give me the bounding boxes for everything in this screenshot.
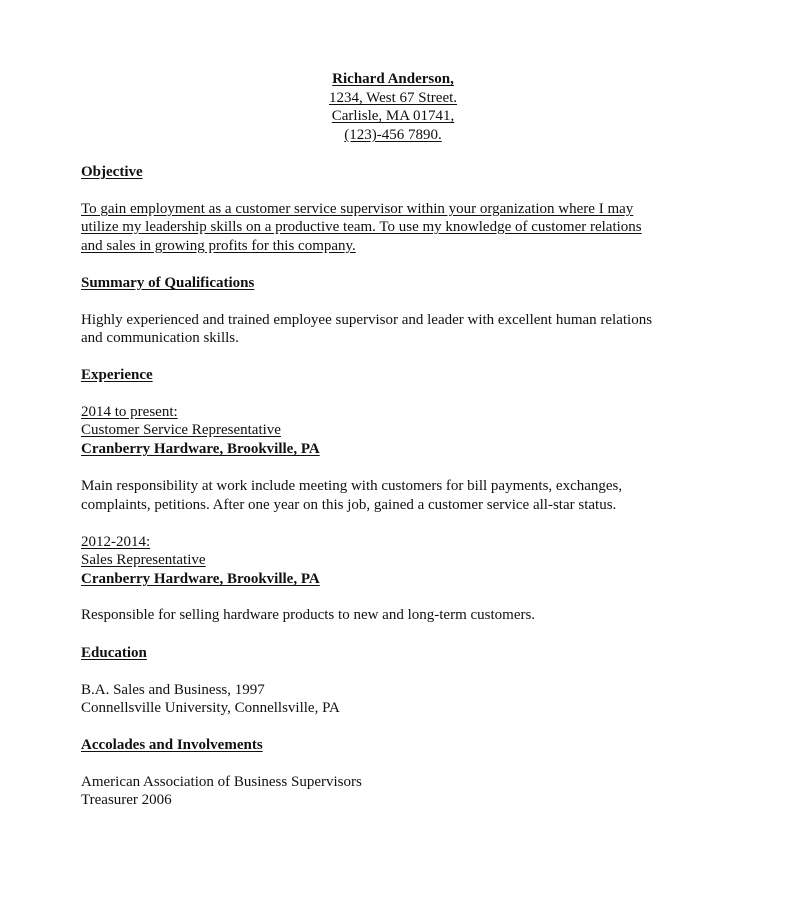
job-2-line-1: Responsible for selling hardware products to new and long-term customers.: [81, 607, 536, 623]
summary-line-1: Highly experienced and trained employee supervisor and leader with excellent human relations: [81, 312, 653, 328]
job-2-title: Sales Representative: [81, 552, 206, 568]
education-school: Connellsville University, Connellsville, PA: [81, 700, 340, 716]
job-1-company: Cranberry Hardware, Brookville, PA: [81, 441, 320, 457]
job-1-line-1: Main responsibility at work include meeting with customers for bill payments, exchanges,: [81, 478, 623, 494]
job-2-dates: 2012-2014:: [81, 534, 151, 550]
applicant-name: Richard Anderson,: [332, 71, 454, 87]
job-1-title: Customer Service Representative: [81, 422, 281, 438]
experience-heading: Experience: [81, 367, 153, 383]
accolades-heading: Accolades and Involvements: [81, 737, 263, 753]
objective-line-2: utilize my leadership skills on a productive team. To use my knowledge of customer relations: [81, 219, 642, 235]
education-heading: Education: [81, 645, 147, 661]
summary-heading: Summary of Qualifications: [81, 275, 255, 291]
education-degree: B.A. Sales and Business, 1997: [81, 682, 265, 698]
phone-number: (123)-456 7890.: [344, 127, 442, 143]
objective-line-1: To gain employment as a customer service supervisor within your organization where I may: [81, 201, 634, 217]
summary-line-2: and communication skills.: [81, 330, 239, 346]
address-street: 1234, West 67 Street.: [328, 90, 458, 106]
accolades-organization: American Association of Business Supervisors: [81, 774, 362, 790]
accolades-role: Treasurer 2006: [81, 792, 172, 808]
job-2-company: Cranberry Hardware, Brookville, PA: [81, 571, 320, 587]
job-1-dates: 2014 to present:: [81, 404, 178, 420]
objective-line-3: and sales in growing profits for this company.: [81, 238, 356, 254]
address-city: Carlisle, MA 01741,: [331, 108, 455, 124]
objective-heading: Objective: [81, 164, 143, 180]
job-1-line-2: complaints, petitions. After one year on this job, gained a customer service all-star status.: [81, 497, 617, 513]
